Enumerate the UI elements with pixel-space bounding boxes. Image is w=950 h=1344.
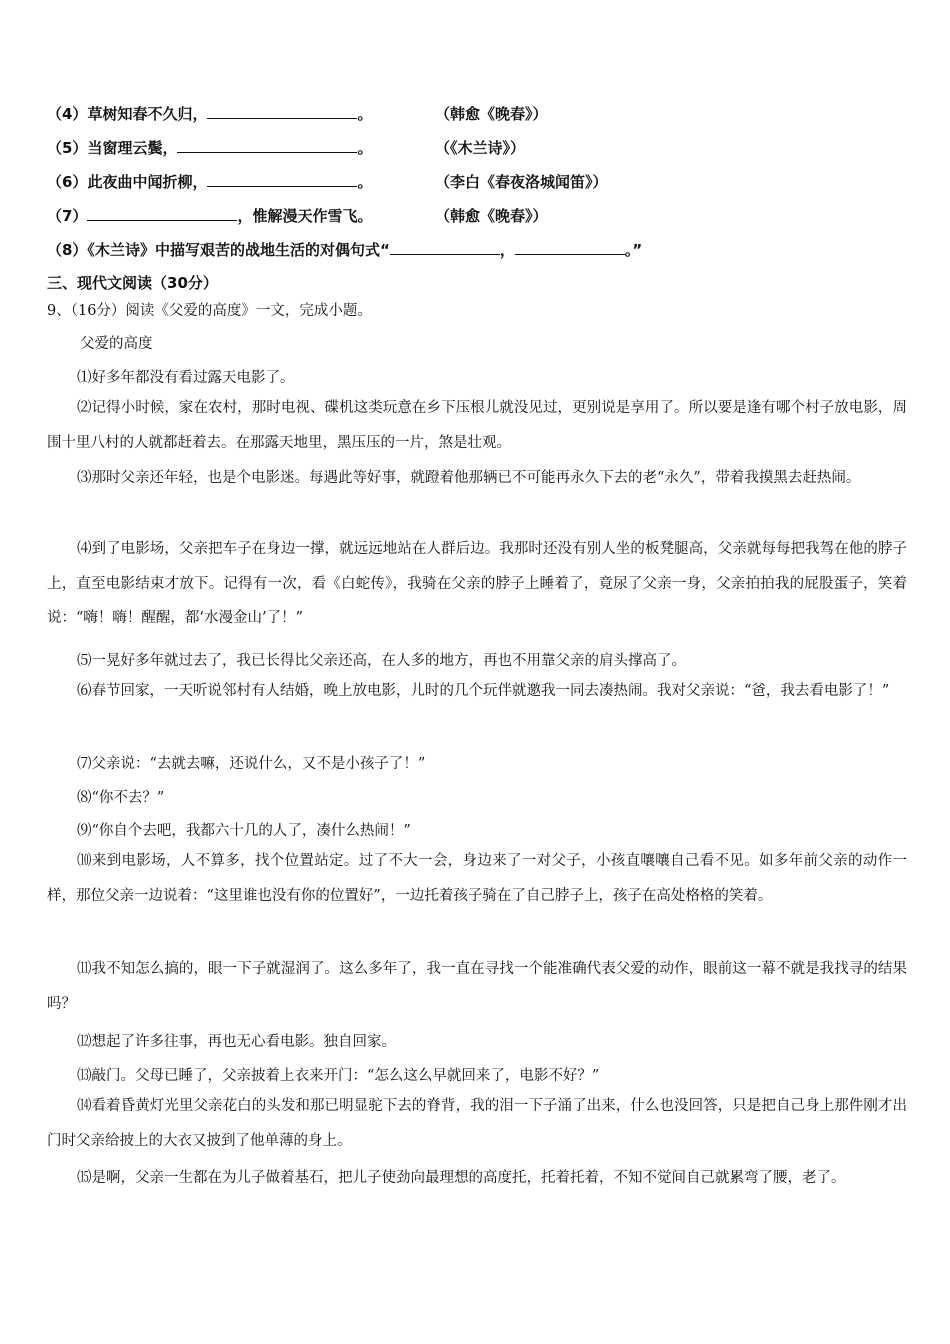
poem-text: 草树知春不久归， [87,105,208,123]
answer-blank[interactable] [390,240,500,255]
poem-text: ，惟解漫天作雪飞。 [237,207,373,225]
answer-blank[interactable] [177,138,357,153]
poem-source: （《木兰诗》） [435,139,526,157]
answer-blank[interactable] [207,104,357,119]
poem-source: （李白《春夜洛城闻笛》） [435,173,608,191]
poem-line-5: （5）当窗理云鬓， 。 [47,139,373,157]
paragraph-10: ⑽来到电影场，人不算多，找个位置站定。过了不大一会，身边来了一对父子，小孩直嚷嚷自己看不见。如多年前父亲的动作一样，那位父亲一边说着：“这里谁也没有你的位置好”，一边托着孩子骑在了自己脖子上，孩子在高处格格的笑着。 [47,853,907,904]
answer-blank[interactable] [207,172,357,187]
poem-number: （5） [47,139,88,157]
paragraph-11: ⑾我不知怎么搞的，眼一下子就湿润了。这么多年了，我一直在寻找一个能准确代表父爱的动作，眼前这一幕不就是我找寻的结果吗？ [47,961,907,1012]
answer-blank[interactable] [87,206,237,221]
paragraph-1: ⑴好多年都没有看过露天电影了。 [77,370,295,386]
answer-blank[interactable] [515,240,625,255]
paragraph-15: ⒂是啊，父亲一生都在为儿子做着基石，把儿子使劲向最理想的高度托，托着托着，不知不觉间自己就累弯了腰，老了。 [77,1170,846,1186]
paragraph-13: ⒀敲门。父母已睡了，父亲披着上衣来开门：“怎么这么早就回来了，电影不好？” [77,1068,600,1084]
poem-line-8: （8）《木兰诗》中描写艰苦的战地生活的对偶句式“ ， 。” [47,241,643,259]
poem-line-7 [47,205,372,226]
paragraph-2: ⑵记得小时候，家在农村，那时电视、碟机这类玩意在乡下压根儿就没见过，更别说是享用了。所以要是逢有哪个村子放电影，周围十里八村的人就都赶着去。在那露天地里，黑压压的一片，煞是壮观。 [47,400,907,451]
poem-number: （7） [47,207,88,225]
article-title: 父爱的高度 [80,336,153,352]
paragraph-7: ⑺父亲说：“去就去嘛，还说什么，又不是小孩子了！” [77,756,426,772]
poem-source: （韩愈《晚春》） [435,105,548,123]
poem-source: （韩愈《晚春》） [435,207,548,225]
paragraph-4: ⑷到了电影场，父亲把车子在身边一撑，就远远地站在人群后边。我那时还没有别人坐的板凳腿高，父亲就每每把我驾在他的脖子上，直至电影结束才放下。记得有一次，看《白蛇传》，我骑在父亲的脖子上睡着了，竟尿了父亲一身，父亲拍拍我的屁股蛋子，笑着说：“嗨！嗨！醒醒，都‘水漫金山’了！” [47,541,907,626]
paragraph-3: ⑶那时父亲还年轻，也是个电影迷。每遇此等好事，就蹬着他那辆已不可能再永久下去的老“永久”，带着我摸黑去赶热闹。 [77,470,861,486]
section-title: 三、现代文阅读（30分） [47,274,218,292]
paragraph-12: ⑿想起了许多往事，再也无心看电影。独自回家。 [77,1034,396,1050]
poem-number: （6） [47,173,88,191]
poem-line-6: （6）此夜曲中闻折柳， 。 [47,173,373,191]
poem-line-4: （4）草树知春不久归， 。 [47,105,373,123]
paragraph-6: ⑹春节回家，一天听说邻村有人结婚，晚上放电影，儿时的几个玩伴就邀我一同去凑热闹。我对父亲说：“爸，我去看电影了！” [77,683,890,699]
poem-text: 当窗理云鬓， [87,139,178,157]
paragraph-14: ⒁看着昏黄灯光里父亲花白的头发和那已明显驼下去的脊背，我的泪一下子涌了出来，什么也没回答，只是把自己身上那件刚才出门时父亲给披上的大衣又披到了他单薄的身上。 [47,1098,907,1149]
question-9: 9、（16分）阅读《父爱的高度》一文，完成小题。 [47,303,372,319]
paragraph-8: ⑻“你不去？” [77,790,165,806]
paragraph-5: ⑸一晃好多年就过去了，我已长得比父亲还高，在人多的地方，再也不用靠父亲的肩头撑高了。 [77,653,686,669]
poem-number: （4） [47,105,88,123]
paragraph-9: ⑼“你自个去吧，我都六十几的人了，凑什么热闹！” [77,823,411,839]
poem-text: 此夜曲中闻折柳， [87,173,208,191]
